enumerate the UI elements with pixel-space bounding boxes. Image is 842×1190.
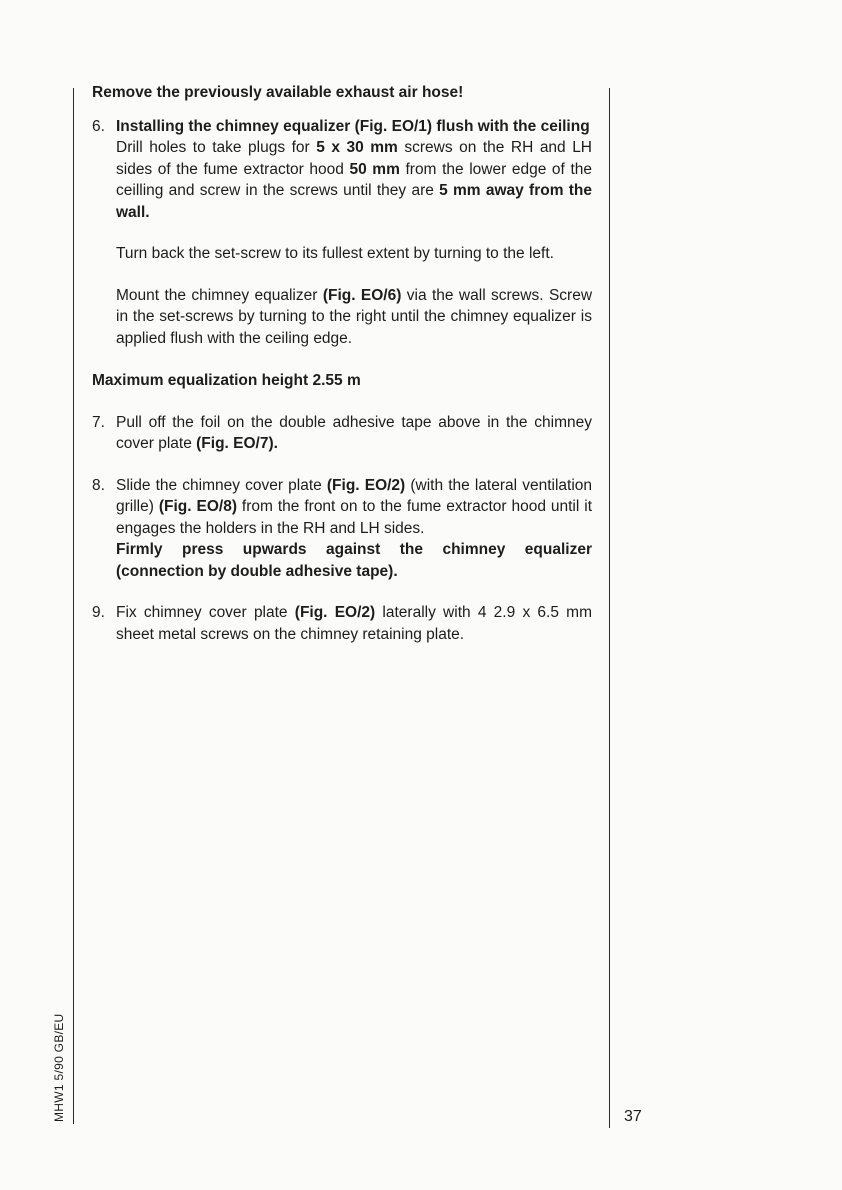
step-6-title: Installing the chimney equalizer (Fig. EO/1) flush with the ceiling <box>116 117 590 135</box>
step-8 <box>92 475 592 583</box>
step-number: 6. <box>92 117 105 135</box>
right-margin-rule <box>609 88 610 1128</box>
left-margin-rule <box>73 88 74 1124</box>
step-8-warning: Firmly press upwards against the chimney equalizer (connection by double adhesive tape). <box>116 541 592 580</box>
step-7: 7. Pull off the foil on the double adhesive tape above in the chimney cover plate (Fig. EO/7). <box>92 413 592 452</box>
step-8-paragraph: Slide the chimney cover plate (Fig. EO/2) (with the lateral ventilation grille) (Fig. EO/8) from the front on to the fume extractor hood until it engages the holders in the RH and LH sides. <box>116 476 593 537</box>
step-6-paragraph-3: Mount the chimney equalizer (Fig. EO/6) via the wall screws. Screw in the set-screws by turning to the right until the chimney equalizer is applied flush with the ceiling edge. <box>116 286 593 347</box>
step-6-paragraph-1: Drill holes to take plugs for 5 x 30 mm screws on the RH and LH sides of the fume extractor hood 50 mm from the lower edge of the ceilling and screw in the screws until they are 5 mm away from the wall. <box>116 139 593 221</box>
heading-remove-hose: Remove the previously available exhaust air hose! <box>92 84 464 101</box>
page-number: 37 <box>624 1108 642 1125</box>
step-number: 9. <box>92 604 105 621</box>
step-6 <box>92 116 592 350</box>
heading-max-height: Maximum equalization height 2.55 m <box>92 372 361 389</box>
step-number: 7. <box>92 413 105 431</box>
page-content <box>92 82 592 645</box>
step-number: 8. <box>92 476 105 494</box>
step-9: 9. Fix chimney cover plate (Fig. EO/2) laterally with 4 2.9 x 6.5 mm sheet metal screws on the chimney retaining plate. <box>92 604 592 643</box>
document-code: MHW1 5/90 GB/EU <box>52 1013 66 1122</box>
step-6-paragraph-2: Turn back the set-screw to its fullest extent by turning to the left. <box>116 245 554 262</box>
